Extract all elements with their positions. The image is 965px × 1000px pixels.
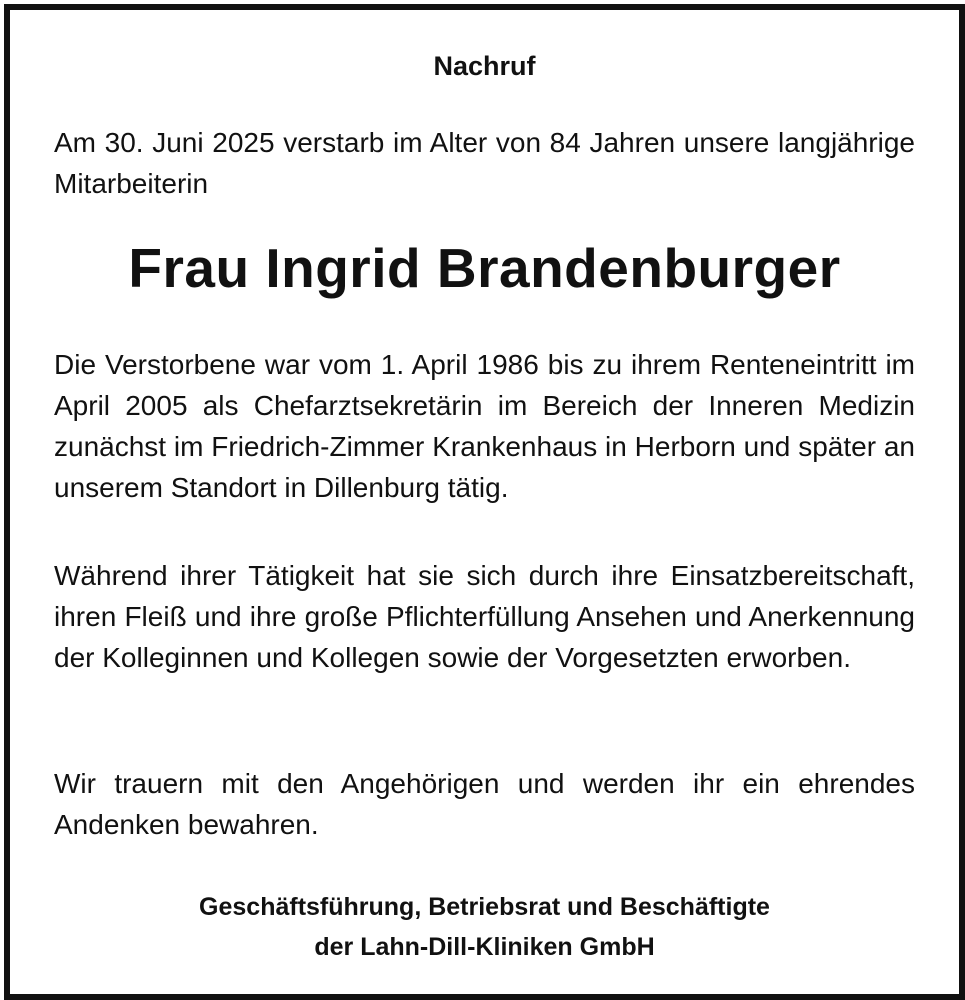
signature-line-2: der Lahn-Dill-Kliniken GmbH <box>314 933 655 961</box>
intro-text: Am 30. Juni 2025 verstarb im Alter von 84 Jahren unsere langjährige Mitarbeiterin <box>54 127 915 199</box>
signature-block <box>54 887 915 967</box>
mourning-paragraph: Wir trauern mit den Angehörigen und werden ihr ein ehrendes Andenken bewahren. <box>54 768 915 840</box>
obituary-heading: Nachruf <box>433 51 536 81</box>
deceased-name: Frau Ingrid Brandenburger <box>128 237 841 299</box>
career-paragraph: Die Verstorbene war vom 1. April 1986 bis zu ihrem Renteneintritt im April 2005 als Chefarztsekretärin im Bereich der Inneren Medizin zunächst im Friedrich-Zimmer Krankenhaus in Herborn und später an unserem Standort in Dillenburg tätig. <box>54 349 915 503</box>
tribute-paragraph: Während ihrer Tätigkeit hat sie sich durch ihre Einsatzbereitschaft, ihren Fleiß und ihre große Pflichterfüllung Ansehen und Anerkennung der Kolleginnen und Kollegen sowie der Vorgesetzten erworben. <box>54 560 915 673</box>
signature-line-1: Geschäftsführung, Betriebsrat und Beschäftigte <box>199 893 770 921</box>
obituary-frame <box>4 4 965 1000</box>
